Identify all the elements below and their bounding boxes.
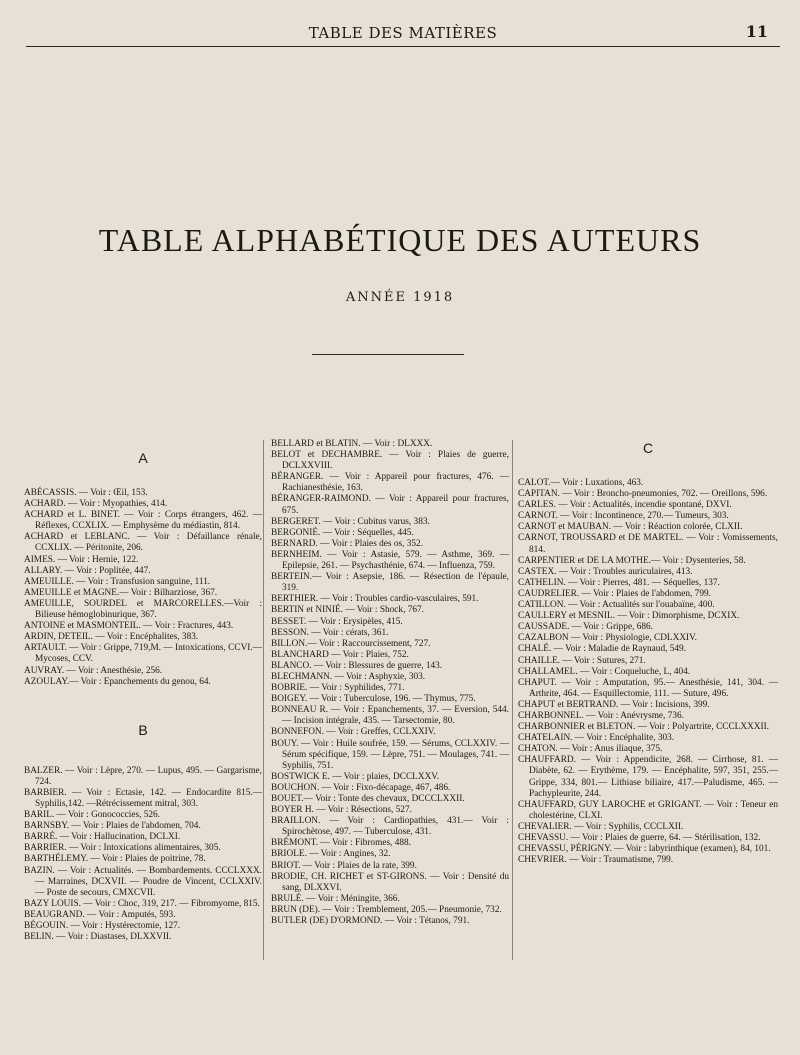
author-entry: CAPITAN. — Voir : Broncho-pneumonies, 702. — Oreillons, 596. — [518, 489, 768, 500]
author-entry: CAZALBON — Voir : Physiologie, CDLXXIV. — [518, 633, 697, 644]
author-entry: CASTEX. — Voir : Troubles auriculaires, 413. — [518, 566, 693, 577]
author-entry: BAZIN. — Voir : Actualités. — Bombardements. CCCLXXX. — Marraines, DCXVII. — Poudre de Vincent, CCLXXIV. — Poste de secours, CMXCVII. — [24, 865, 262, 898]
author-entry: AMEUILLE et MAGNE.— Voir : Bilharziose, 367. — [24, 587, 218, 598]
author-entry: ABÉCASSIS. — Voir : Œil, 153. — [24, 488, 148, 498]
author-entry: AMEUILLE, SOURDEL et MARCORELLES.—Voir : Bilieuse hémoglobinurique, 367. — [24, 598, 262, 621]
author-entry: BOBRIE. — Voir : Syphilides, 771. — [271, 683, 405, 694]
author-entry: BERNARD. — Voir : Plaies des os, 352. — [271, 538, 424, 549]
author-entry: BOYER H. — Voir : Résections, 527. — [271, 805, 412, 816]
author-entry: BÉRANGER-RAIMOND. — Voir : Appareil pour fractures, 675. — [271, 494, 509, 516]
author-entry: BESSET. — Voir : Erysipèles, 415. — [271, 616, 403, 627]
author-entry: BOUY. — Voir : Huile soufrée, 159. — Sérums, CCLXXIV. — Sérum spécifique, 159. — Lèpre, 751. — Moulages, 741. — Syphilis, 751. — [271, 738, 509, 771]
author-entry: CALOT.— Voir : Luxations, 463. — [518, 478, 644, 488]
author-entry: BERTIN et NINIÉ. — Voir : Shock, 767. — [271, 605, 425, 616]
author-entry: CAUSSADE. — Voir : Grippe, 686. — [518, 622, 653, 633]
author-entry: BRÉMONT. — Voir : Fibromes, 488. — [271, 838, 411, 849]
author-entry: CHALÉ. — Voir : Maladie de Raynaud, 549. — [518, 644, 687, 655]
author-list-a — [24, 488, 262, 688]
author-entry: BERTEIN.— Voir : Asepsie, 186. — Résection de l'épaule, 319. — [271, 572, 509, 594]
column-1 — [24, 450, 262, 943]
author-entry: CARLES. — Voir : Actualités, incendie spontané, DXVI. — [518, 500, 732, 511]
author-entry: BELIN. — Voir : Diastases, DLXXVII. — [24, 932, 172, 943]
author-entry: BAZY LOUIS. — Voir : Choc, 319, 217. — Fibromyome, 815. — [24, 898, 260, 909]
author-entry: BRIOLE. — Voir : Angines, 32. — [271, 849, 391, 860]
author-entry: ARDIN, DETEIL. — Voir : Encéphalites, 383. — [24, 632, 199, 643]
author-entry: CHARBONNEL. — Voir : Anévrysme, 736. — [518, 710, 684, 721]
author-entry: ACHARD et L. BINET. — Voir : Corps étrangers, 462. — Réflexes, CCXLIX. — Emphysème du médiastin, 814. — [24, 510, 262, 532]
author-list-b — [24, 766, 262, 944]
author-entry: CARNOT, TROUSSARD et DE MARTEL. — Voir : Vomissements, 814. — [518, 533, 778, 555]
author-entry: CHATON. — Voir : Anus iliaque, 375. — [518, 744, 663, 755]
author-list-c — [518, 478, 778, 866]
author-entry: BRAILLON. — Voir : Cardiopathies, 431.— Voir : Spirochètose, 497. — Tuberculose, 431. — [271, 816, 509, 838]
author-entry: CARNOT et MAUBAN. — Voir : Réaction colorée, CLXII. — [518, 522, 743, 533]
column-3 — [518, 440, 778, 866]
author-entry: BARRIER. — Voir : Intoxications alimentaires, 305. — [24, 843, 221, 854]
author-entry: AZOULAY.— Voir : Epanchements du genou, 64. — [24, 676, 211, 687]
author-entry: CHAPUT et BERTRAND. — Voir : Incisions, 399. — [518, 699, 710, 710]
author-entry: BESSON. — Voir : cérats, 361. — [271, 627, 389, 638]
author-entry: AMEUILLE. — Voir : Transfusion sanguine, 111. — [24, 576, 211, 587]
year-subtitle: ANNÉE 1918 — [345, 290, 455, 305]
author-entry: CATILLON. — Voir : Actualités sur l'ouabaïne, 400. — [518, 600, 715, 611]
column-divider-2 — [512, 440, 513, 960]
author-entry: CAUDRELIER. — Voir : Plaies de l'abdomen, 799. — [518, 588, 711, 599]
author-entry: BONNEFON. — Voir : Greffes, CCLXXIV. — [271, 727, 436, 738]
author-entry: AUVRAY. — Voir : Anesthésie, 256. — [24, 665, 163, 676]
author-entry: BOUET.— Voir : Tonte des chevaux, DCCCLXXII. — [271, 794, 465, 804]
author-entry: CHATELAIN. — Voir : Encéphalite, 303. — [518, 733, 675, 744]
author-entry: CHAPUT. — Voir : Amputation, 95.— Anesthésie, 141, 304. — Arthrite, 464. — Esquillectomie, 111. — Suture, 496. — [518, 677, 778, 699]
author-entry: BEAUGRAND. — Voir : Amputés, 593. — [24, 909, 176, 920]
author-entry: CARPENTIER et DE LA MOTHE.— Voir : Dysenteries, 58. — [518, 555, 746, 566]
author-entry: BLANCHARD — Voir : Plaies, 752. — [271, 649, 409, 660]
author-entry: BERNHEIM. — Voir : Astasie, 579. — Asthme, 369. — Epilepsie, 261. — Psychasthénie, 674. — Influenza, 759. — [271, 549, 509, 572]
author-entry: BRUN (DE). — Voir : Tremblement, 205.— Pneumonie, 732. — [271, 904, 502, 915]
author-entry: BONNEAU R. — Voir : Epanchements, 37. — Eversion, 544. — Incision intégrale, 435. — Tarsectomie, 80. — [271, 705, 509, 727]
author-entry: BOUCHON. — Voir : Fixo-décapage, 467, 486. — [271, 782, 451, 793]
author-entry: ALLARY. — Voir : Poplitée, 447. — [24, 565, 151, 576]
running-head-title: TABLE DES MATIÈRES — [308, 24, 498, 42]
author-entry: BRULÉ. — Voir : Méningite, 366. — [271, 893, 400, 904]
author-entry: ANTOINE et MASMONTEIL. — Voir : Fractures, 443. — [24, 621, 234, 632]
author-entry: BARRÉ. — Voir : Hallucination, DCLXI. — [24, 832, 181, 843]
section-letter-c: C — [642, 440, 654, 456]
author-entry: BELOT et DECHAMBRE. — Voir : Plaies de guerre, DCLXXVIII. — [271, 450, 509, 472]
author-entry: BELLARD et BLATIN. — Voir : DLXXX. — [271, 439, 433, 449]
author-entry: ACHARD. — Voir : Myopathies, 414. — [24, 499, 168, 510]
author-entry: BUTLER (DE) D'ORMOND. — Voir : Tétanos, 791. — [271, 916, 470, 927]
author-entry: AIMES. — Voir : Hernie, 122. — [24, 554, 139, 565]
author-entry: CHEVRIER. — Voir : Traumatisme, 799. — [518, 855, 674, 866]
section-letter-b: B — [138, 721, 148, 738]
author-entry: BÉGOUIN. — Voir : Hystérectomie, 127. — [24, 921, 181, 931]
author-entry: CHAUFFARD. — Voir : Appendicite, 268. — Cirrhose, 81. — Diabète, 62. — Erythème, 179. — Encéphalite, 597, 351, 255.— Grippe, 334, 801.— Lithiase biliaire, 417.—Paludisme, 465. — Pachypleurite, 244. — [518, 755, 778, 799]
column-2 — [271, 439, 509, 927]
author-entry: BALZER. — Voir : Lèpre, 270. — Lupus, 495. — Gargarisme, 724. — [24, 765, 262, 787]
author-entry: BLANCO. — Voir : Blessures de guerre, 143. — [271, 660, 443, 671]
section-letter-a: A — [138, 450, 148, 466]
author-entry: CHALLAMEL. — Voir : Coqueluche, L, 404. — [518, 666, 691, 677]
author-entry: BRIOT. — Voir : Plaies de la rate, 399. — [271, 860, 417, 871]
author-entry: CATHELIN. — Voir : Pierres, 481. — Séquelles, 137. — [518, 577, 720, 588]
author-entry: CHEVASSU, PÉRIGNY. — Voir : labyrinthique (examen), 84, 101. — [518, 844, 771, 855]
author-entry: BILLON.— Voir : Raccourcissement, 727. — [271, 638, 431, 649]
author-entry: BERGERET. — Voir : Cubitus varus, 383. — [271, 516, 430, 527]
author-entry: BARIL. — Voir : Gonococcies, 526. — [24, 810, 160, 821]
author-entry: ARTAULT. — Voir : Grippe, 719,M. — Intoxications, CCVI.— Mycoses, CCV. — [24, 643, 262, 665]
running-header — [26, 22, 780, 47]
author-entry: CAULLERY et MESNIL. — Voir : Dimorphisme, DCXIX. — [518, 611, 740, 622]
page-number: 11 — [745, 22, 768, 41]
author-list-b-continued — [271, 439, 509, 927]
author-entry: BARNSBY. — Voir : Plaies de l'abdomen, 704. — [24, 821, 201, 832]
title-rule — [312, 354, 464, 355]
author-entry: CHARBONNIER et BLETON. — Voir : Polyartrite, CCCLXXXII. — [518, 722, 770, 733]
author-entry: BERGONIÉ. — Voir : Séquelles, 445. — [271, 527, 414, 538]
author-entry: BRODIE, CH. RICHET et ST-GIRONS. — Voir : Densité du sang, DLXXVI. — [271, 871, 509, 893]
main-title: TABLE ALPHABÉTIQUE DES AUTEURS — [98, 222, 702, 258]
author-entry: BÉRANGER. — Voir : Appareil pour fractures, 476. — Rachianesthésie, 163. — [271, 472, 509, 494]
author-entry: ACHARD et LEBLANC. — Voir : Défaillance rénale, CCXLIX. — Péritonite, 206. — [24, 532, 262, 554]
author-entry: BARBIER. — Voir : Ectasie, 142. — Endocardite 815.—Syphilis,142. —Rétrécissement mitral, 303. — [24, 787, 262, 809]
author-entry: BOIGEY. — Voir : Tuberculose, 196. — Thymus, 775. — [271, 694, 476, 705]
author-entry: BERTHIER. — Voir : Troubles cardio-vasculaires, 591. — [271, 594, 479, 605]
author-entry: BARTHÉLEMY. — Voir : Plaies de poitrine, 78. — [24, 854, 206, 865]
author-entry: CARNOT. — Voir : Incontinence, 270.— Tumeurs, 303. — [518, 511, 729, 522]
column-divider-1 — [263, 440, 264, 960]
author-entry: BOSTWICK E. — Voir : plaies, DCCLXXV. — [271, 771, 440, 782]
author-entry: BLECHMANN. — Voir : Asphyxie, 303. — [271, 671, 426, 682]
author-entry: CHEVASSU. — Voir : Plaies de guerre, 64. — Stérilisation, 132. — [518, 833, 761, 843]
author-entry: CHAILLE. — Voir : Sutures, 271. — [518, 655, 646, 666]
author-entry: CHAUFFARD, GUY LAROCHE et GRIGANT. — Voir : Teneur en cholestérine, CLXI. — [518, 799, 778, 821]
author-entry: CHEVALIER. — Voir : Syphilis, CCCLXII. — [518, 821, 684, 832]
